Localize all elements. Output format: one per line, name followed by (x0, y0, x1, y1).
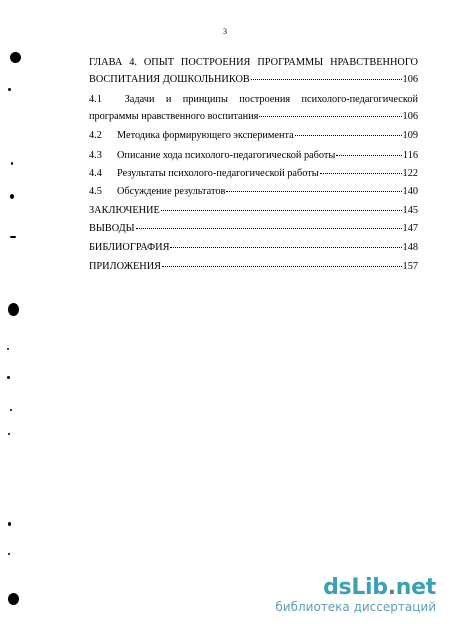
dot-leader (295, 135, 402, 136)
toc-entry (89, 242, 418, 254)
section-title: Описание хода психолого-педагогической работы (117, 150, 336, 161)
chapter-title-text: ВОСПИТАНИЯ ДОШКОЛЬНИКОВ (89, 74, 250, 85)
page-number: 3 (223, 27, 227, 36)
dot-leader (161, 210, 402, 211)
section-title: Обсуждение результатов (117, 186, 226, 197)
toc-entry (89, 261, 418, 273)
scan-dot (10, 52, 21, 63)
section-number: 4.1 (89, 94, 102, 105)
chapter-title-line2 (89, 74, 418, 86)
page-ref: 116 (402, 150, 418, 161)
page-ref: 106 (402, 74, 418, 85)
end-item-title: ЗАКЛЮЧЕНИЕ (89, 205, 160, 216)
page-ref: 147 (402, 223, 418, 234)
dot-leader (320, 173, 402, 174)
scan-dot (10, 236, 16, 238)
page-ref: 140 (402, 186, 418, 197)
watermark-logo: dsLib.net (323, 575, 436, 600)
dot-leader (136, 228, 402, 229)
toc-entry (89, 205, 418, 217)
scan-dot (7, 348, 9, 350)
end-item-title: ПРИЛОЖЕНИЯ (89, 261, 162, 272)
dslib-watermark (275, 576, 436, 614)
dot-leader (170, 247, 401, 248)
scan-dot (11, 162, 13, 165)
dot-leader (226, 191, 401, 192)
dot-leader (259, 116, 401, 117)
end-item-title: БИБЛИОГРАФИЯ (89, 242, 170, 253)
section-title: Методика формирующего эксперимента (117, 130, 294, 141)
page-ref: 106 (402, 111, 418, 122)
toc-entry (89, 186, 418, 198)
scan-dot (8, 593, 19, 605)
page-ref: 109 (402, 130, 418, 141)
scan-dot (8, 88, 11, 91)
scan-dot (8, 553, 10, 555)
watermark-tagline: библиотека диссертаций (275, 600, 436, 614)
end-item-title: ВЫВОДЫ (89, 223, 135, 234)
toc-entry-line2 (89, 111, 418, 123)
section-number: 4.5 (89, 186, 102, 197)
dot-leader (251, 79, 402, 80)
scan-dot (8, 433, 10, 435)
dot-leader (336, 155, 402, 156)
toc-entry (89, 168, 418, 180)
toc-entry-line1 (89, 94, 418, 106)
scan-dot (10, 194, 14, 199)
section-title: Результаты психолого-педагогической работы (117, 168, 319, 179)
section-title: программы нравственного воспитания (89, 111, 259, 122)
toc-entry (89, 223, 418, 235)
chapter-title-line1: ГЛАВА 4. ОПЫТ ПОСТРОЕНИЯ ПРОГРАММЫ НРАВСТВЕННОГО (89, 57, 418, 68)
section-number: 4.3 (89, 150, 102, 161)
scan-dot (10, 409, 12, 411)
page-ref: 148 (402, 242, 418, 253)
toc-entry (89, 150, 418, 162)
page-ref: 122 (402, 168, 418, 179)
toc-entry (89, 130, 418, 142)
section-title: Задачи и принципы построения психолого-педагогической (124, 94, 418, 105)
dot-leader (162, 266, 402, 267)
section-number: 4.2 (89, 130, 102, 141)
scan-dot (8, 522, 11, 526)
section-number: 4.4 (89, 168, 102, 179)
scan-dot (7, 376, 10, 379)
scan-dot (8, 303, 19, 316)
page-ref: 157 (402, 261, 418, 272)
page-ref: 145 (402, 205, 418, 216)
